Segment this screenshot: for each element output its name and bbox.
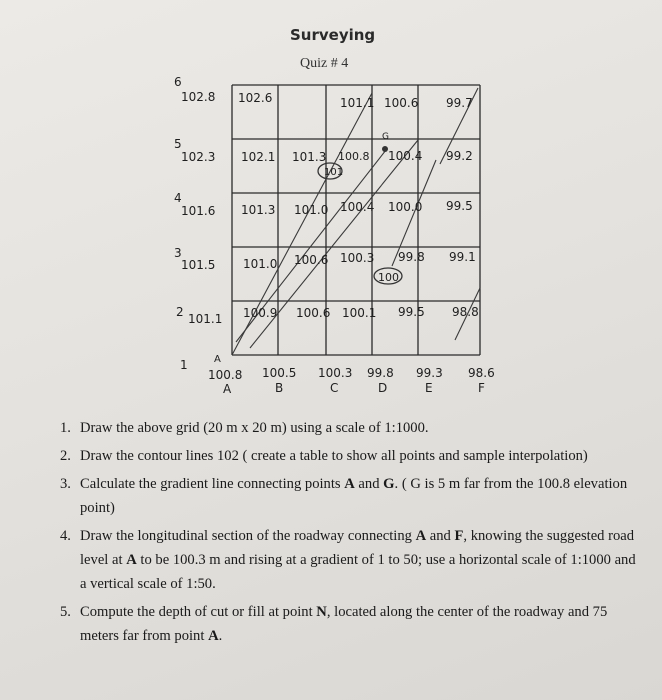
elev-4d: 100.4 [340,200,375,214]
point-ref: A [415,528,427,544]
elev-5f: 99.2 [446,149,473,163]
row-label-3: 3 [174,246,182,260]
elev-4c: 101.0 [294,203,329,217]
question-number: 4. [60,528,71,544]
elev-1b: 100.5 [262,366,297,380]
elev-4f: 99.5 [446,199,473,213]
elev-4b: 101.3 [241,203,276,217]
elev-6b: 102.6 [238,91,273,105]
elev-3e: 99.8 [398,250,425,264]
elev-1c: 100.3 [318,366,353,380]
question-list [60,416,640,652]
elev-3a: 101.5 [181,258,216,272]
question-4 [60,524,640,596]
column-label-f: F [478,381,485,395]
question-text: , knowing the suggested road level at [80,528,635,568]
question-text: Draw the contour lines 102 ( create a table to show all points and sample interpolation) [80,448,588,464]
row-label-5: 5 [174,137,182,151]
circled-value-101: 101 [324,167,344,178]
question-text: Draw the longitudinal section of the roadway connecting [80,528,416,544]
elev-1a: 100.8 [208,368,243,382]
point-ref: A [208,628,219,644]
row-label-6: 6 [174,75,182,89]
question-5 [60,600,640,648]
column-label-e: E [425,381,433,395]
question-number: 3. [60,476,71,492]
question-2 [60,444,640,468]
column-label-d: D [378,381,388,395]
elev-5b: 102.1 [241,150,276,164]
elev-4a: 101.6 [181,204,216,218]
elev-2a: 101.1 [188,312,223,326]
elev-6f: 99.7 [446,96,473,110]
point-ref: N [316,604,327,620]
elev-2c: 100.6 [296,306,331,320]
elev-1e: 99.3 [416,366,443,380]
question-text: to be 100.3 m and rising at a gradient of 1 to 50; use a horizontal scale of 1:1000 and a vertical scale of 1:50. [80,552,636,592]
elev-1d: 99.8 [367,366,394,380]
elev-3c: 100.6 [294,253,329,267]
row-label-4: 4 [174,191,182,205]
elev-3b: 101.0 [243,257,278,271]
point-ref: A [126,552,137,568]
question-text: Compute the depth of cut or fill at point [80,604,317,620]
elev-5e: 100.4 [388,149,423,163]
point-ref: F [454,528,464,544]
elev-6a: 102.8 [181,90,216,104]
column-label-b: B [275,381,284,395]
row-label-1: 1 [180,358,188,372]
elev-4e: 100.0 [388,200,423,214]
quiz-number: Quiz # 4 [300,56,349,71]
elev-3d: 100.3 [340,251,375,265]
elev-5d: 100.8 [338,150,370,163]
elev-2e: 99.5 [398,305,425,319]
question-text: , located along the center of the roadway and 75 meters far from point [80,604,608,644]
question-text: . [218,628,223,644]
elev-6e: 100.6 [384,96,419,110]
column-label-c: C [330,381,339,395]
question-1 [60,416,640,440]
elev-2f: 98.8 [452,305,479,319]
question-3 [60,472,640,520]
question-number: 2. [60,448,71,464]
column-label-a: A [223,382,232,396]
question-number: 5. [60,604,71,620]
row-label-2: 2 [176,305,184,319]
elev-2d: 100.1 [342,306,377,320]
elev-6d: 101.1 [340,96,375,110]
point-g-label: G [382,132,389,142]
elev-3f: 99.1 [449,250,476,264]
question-text: Calculate the gradient line connecting points [80,476,345,492]
question-text: Draw the above grid (20 m x 20 m) using a scale of 1:1000. [80,420,429,436]
point-ref: G [383,476,395,492]
circled-value-100: 100 [378,271,399,284]
elev-5a: 102.3 [181,150,216,164]
question-text: and [426,528,455,544]
elev-1f: 98.6 [468,366,495,380]
question-text: and [354,476,384,492]
question-text: . ( G is 5 m far from the 100.8 elevation point) [80,476,628,516]
question-number: 1. [60,420,71,436]
page-title: Surveying [290,26,376,44]
elev-5c: 101.3 [292,150,327,164]
elev-2b: 100.9 [243,306,278,320]
corner-label-a: A [214,354,221,365]
point-ref: A [344,476,355,492]
